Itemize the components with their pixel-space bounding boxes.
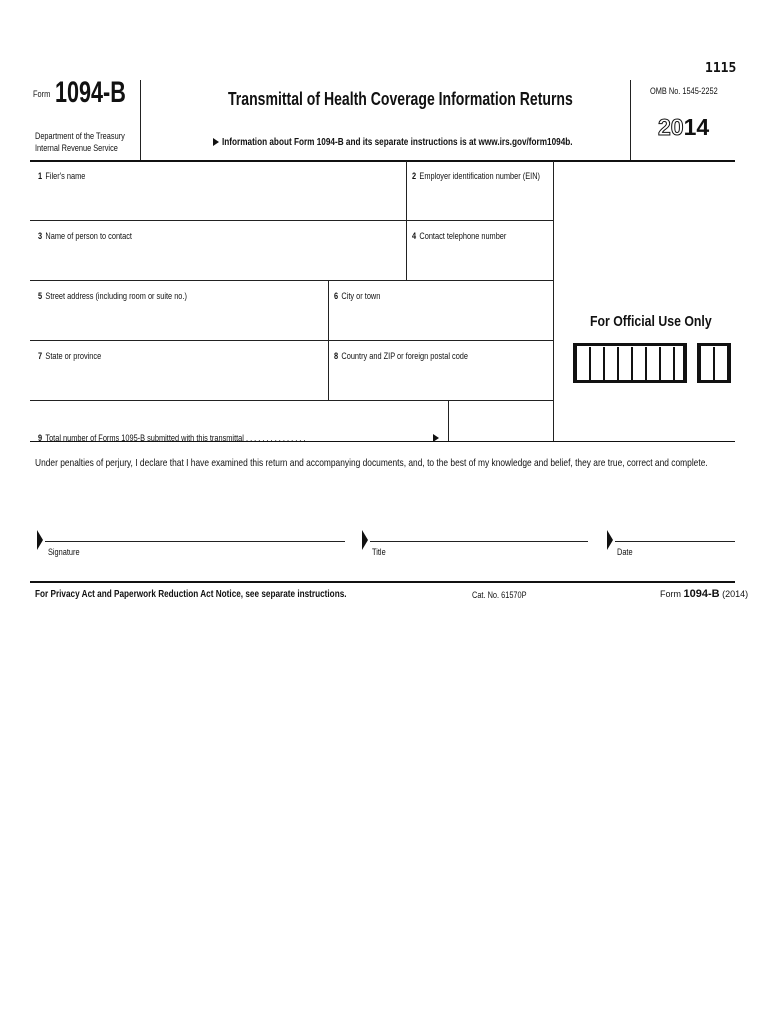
filer-name-input[interactable]: [38, 192, 402, 224]
contact-name-input[interactable]: [38, 252, 402, 284]
field-total-forms: 9 Total number of Forms 1095-B submitted with this transmittal . . . . . . . . . . . . . . .: [38, 433, 306, 443]
footer-rule: [30, 581, 735, 583]
signature-input[interactable]: [48, 520, 347, 542]
state-input[interactable]: [38, 372, 326, 404]
header-divider-left: [140, 80, 141, 160]
footer-form-year: (2014): [722, 589, 749, 599]
total-forms-arrow-icon: [433, 429, 439, 447]
official-use-label: For Official Use Only: [590, 313, 712, 330]
date-input[interactable]: [617, 520, 736, 542]
date-arrow-icon: [607, 530, 613, 550]
field-state: 7 State or province: [38, 346, 323, 398]
footer-form-id: [660, 588, 748, 600]
official-use-barcode: [573, 343, 733, 385]
omb-number: OMB No. 1545-2252: [650, 86, 718, 96]
title-arrow-icon: [362, 530, 368, 550]
catalog-number: Cat. No. 61570P: [472, 590, 527, 600]
grid-col-official: [553, 161, 554, 441]
tax-year-outline: 20: [658, 114, 684, 140]
form-number: 1094-B: [55, 76, 126, 109]
grid-col-total: [448, 401, 449, 441]
grid-col-city: [328, 281, 329, 401]
privacy-notice: For Privacy Act and Paperwork Reduction Act Notice, see separate instructions.: [35, 589, 347, 600]
field-filer-name: 1 Filer's name: [38, 166, 398, 218]
info-line: Information about Form 1094-B and its separate instructions is at www.irs.gov/form1094b.: [213, 137, 649, 148]
footer-form-number: 1094-B: [683, 588, 720, 600]
contact-phone-input[interactable]: [412, 252, 552, 284]
field-city: 6 City or town: [334, 286, 549, 338]
grid-col-ein: [406, 161, 407, 281]
form-title: Transmittal of Health Coverage Information Returns: [228, 89, 573, 109]
field-ein: 2 Employer identification number (EIN): [412, 166, 550, 218]
ein-input[interactable]: [412, 192, 552, 224]
field-contact-name: 3 Name of person to contact: [38, 226, 398, 278]
total-forms-input[interactable]: [451, 410, 553, 440]
field-street-address: 5 Street address (including room or suite no.): [38, 286, 323, 338]
title-label: Title: [372, 547, 386, 557]
tax-year: [658, 114, 709, 141]
country-zip-input[interactable]: [334, 372, 552, 404]
tax-year-solid: 14: [683, 114, 710, 140]
date-label: Date: [617, 547, 633, 557]
signature-arrow-icon: [37, 530, 43, 550]
field-contact-phone: 4 Contact telephone number: [412, 226, 550, 278]
title-input[interactable]: [372, 520, 590, 542]
department-name: Department of the Treasury Internal Revenue Service: [35, 131, 125, 153]
signature-label: Signature: [48, 547, 80, 557]
street-address-input[interactable]: [38, 312, 326, 344]
city-input[interactable]: [334, 312, 552, 344]
header-bottom-rule: [30, 160, 735, 162]
footer-form-prefix: Form: [660, 589, 681, 599]
perjury-statement: Under penalties of perjury, I declare that I have examined this return and accompanying documents, and, to the best of my knowledge and belief, they are true, correct and complete.: [35, 457, 708, 469]
pointer-arrow-icon: [213, 138, 219, 146]
form-prefix: Form: [33, 89, 51, 99]
field-country-zip: 8 Country and ZIP or foreign postal code: [334, 346, 549, 398]
form-number-block: [33, 84, 54, 102]
corner-code: 1115: [705, 61, 737, 76]
